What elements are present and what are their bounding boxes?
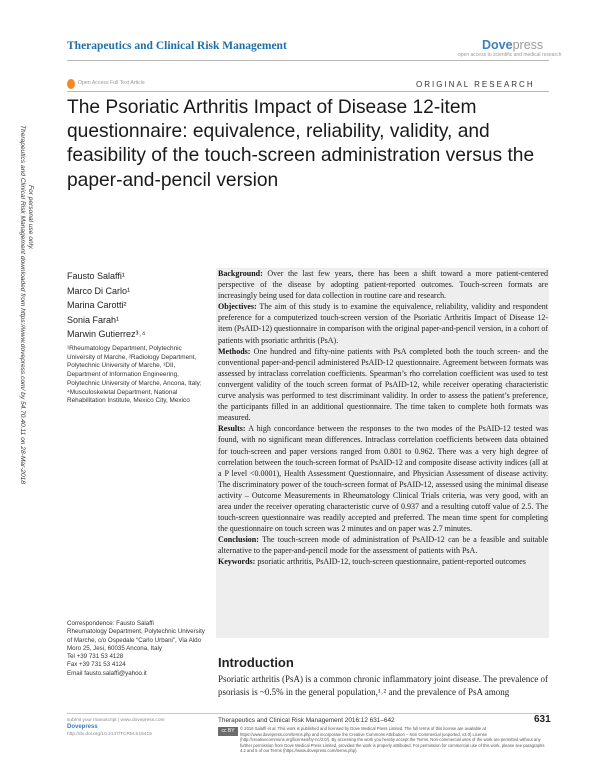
- author: Marco Di Carlo¹: [67, 285, 131, 296]
- introduction-text: Psoriatic arthritis (PsA) is a common chronic inflammatory joint disease. The prevalence of psoriasis is ~0.5% in the general population,¹˒² and the prevalence of PsA among: [218, 674, 548, 697]
- abstract-text: Over the last few years, there has been a shift toward a more patient-centered perspective of the disease by adopting patient-reported outcomes. Touch-screen formats are increasingly being used for data collection in routine care and research.: [218, 269, 549, 301]
- footer-rule: [67, 713, 549, 714]
- abstract-label: Conclusion:: [218, 535, 259, 545]
- abstract-objectives-section: [218, 301, 548, 345]
- brand-press: press: [512, 38, 544, 52]
- abstract-conclusion-section: [218, 534, 548, 556]
- dovepress-logo: [482, 38, 543, 52]
- article-title: The Psoriatic Arthritis Impact of Disease 12-item questionnaire: equivalence, reliability, validity, and feasibility of the touch-screen administration versus the paper-and-pencil version: [67, 97, 535, 191]
- journal-title: Therapeutics and Clinical Risk Management: [67, 40, 287, 52]
- abstract-text: One hundred and fifty-nine patients with PsA completed both the touch screen- and the conventional paper-and-pencil administered PsAID-12 questionnaire. Agreement between formats was assessed by intraclass correlation coefficients. Spearman’s rho correlation coefficient was used to test convergent validity of the touch screen format of PsAID-12, while receiver operating characteristic curve analysis was performed to test discriminant validity. In order to assess the patient’s preference, the participants filled in an additional questionnaire. The time taken to complete both formats was measured.: [218, 346, 548, 423]
- doi-link[interactable]: http://dx.doi.org/10.2147/TCRM.S15419: [67, 732, 152, 737]
- page-number: 631: [534, 714, 551, 725]
- abstract-text: The touch-screen mode of administration of PsAID-12 can be a feasible and suitable alternative to the paper-and-pencil mode for the assessment of patients with PsA.: [218, 535, 548, 556]
- author: Fausto Salaffi¹: [67, 271, 125, 281]
- download-note: Therapeutics and Clinical Risk Management downloaded from https://www.dovepress.com/ by 54.70.40.11 on 28-Mar-2018: [19, 125, 26, 484]
- abstract-label: Keywords:: [218, 557, 256, 567]
- journal-citation: Therapeutics and Clinical Risk Management 2016:12 631–642: [218, 717, 395, 724]
- affiliation-text: ¹Rheumatology Department, Polytechnic University of Marche, ²Radiology Department, Polytechnic University of Marche, ³DII, Department of Information Engineering, Polytechnic University of Marche, Ancona, Italy; ⁴Musculoskeletal Department, National Rehabilitation Institute, Mexico City, Mexico: [67, 345, 202, 405]
- author: Marina Carotti²: [67, 300, 127, 311]
- author: Sonia Farah¹: [67, 314, 120, 325]
- abstract-text: psoriatic arthritis, PsAID-12, touch-screen questionnaire, patient-reported outcomes: [257, 557, 526, 567]
- correspondence: [67, 620, 207, 678]
- abstract-label: Results:: [218, 424, 246, 434]
- introduction-heading: Introduction: [218, 655, 294, 670]
- submit-link[interactable]: submit your manuscript | www.dovepress.com: [67, 718, 165, 723]
- abstract-results-section: [218, 423, 548, 534]
- abstract-methods-section: [218, 346, 548, 424]
- personal-use-note: For personal use only.: [27, 185, 34, 250]
- correspondence-heading: Correspondence: Fausto Salaffi: [67, 620, 154, 627]
- abstract-keywords-section: [218, 556, 548, 567]
- correspondence-fax: Fax +39 731 53 4124: [67, 661, 126, 669]
- title-rule: [67, 91, 549, 92]
- author: Marwin Gutierrez³˒⁴: [67, 329, 146, 340]
- open-access-icon: [67, 79, 75, 89]
- abstract: [218, 268, 548, 568]
- abstract-label: Objectives:: [218, 302, 257, 312]
- header-rule: [67, 60, 549, 61]
- download-sidebar: [4, 125, 34, 535]
- section-label: ORIGINAL RESEARCH: [416, 80, 535, 89]
- correspondence-email[interactable]: Email fausto.salaffi@yahoo.it: [67, 669, 147, 677]
- affiliations: [67, 345, 207, 406]
- correspondence-address: Rheumatology Department, Polytechnic University of Marche, c/o Ospedale “Carlo Urbani”, Via Aldo Moro 25, Jesi, 60035 Ancona, Italy: [67, 628, 205, 652]
- abstract-text: The aim of this study is to examine the equivalence, reliability, validity and respondent preference for a computerized touch-screen version of the Psoriatic Arthritis Impact of Disease 12-item (PsAID-12) questionnaire in comparison with the original paper-and-pencil version, in a cohort of patients with psoriatic arthritis (PsA).: [218, 302, 548, 345]
- open-access-label: Open Access Full Text Article: [78, 80, 145, 86]
- correspondence-tel: Tel +39 731 53 4128: [67, 653, 124, 661]
- cc-license-icon: cc BY NC: [218, 727, 238, 736]
- brand-dove: Dove: [482, 38, 513, 52]
- dovepress-footer-logo: Dovepress: [67, 724, 98, 730]
- abstract-background-section: [218, 268, 548, 301]
- footer-left: [67, 717, 207, 738]
- abstract-label: Background:: [218, 269, 263, 278]
- abstract-text: A high concordance between the responses to the two modes of the PsAID-12 tested was found, with no significant mean differences. Intraclass correlation coefficients between data obtained for touch-screen and paper versions ranged from 0.801 to 0.962. There was a very high degree of correlation between the touch-screen format of PsAID-12 and composite disease activity indices (all at a P level <0.0001), Health Assessment Questionnaire, and Physician Assessment of disease activity. The discriminatory power of the touch-screen format of PsAID-12, assessed using the minimal disease activity – Outcome Measurements in Rheumatology Clinical Trials criteria, was very good, with an area under the receiver operating characteristic curve of 0.937 and a resulting cutoff value of 2.5. The touch-screen questionnaire was readily accepted and preferred. The mean time spent for completing the questionnaire on touch screen was 2 minutes and on paper was 2.7 minutes.: [218, 424, 549, 534]
- license-text: © 2016 Salaffi et al. This work is published and licensed by Dove Medical Press Limited. The full terms of this license are available at https://www.dovepress.com/terms.php and incorporate the Creative Commons Attribution – Non Commercial (unported, v3.0) License (http://creativecommons.org/licenses/by-nc/3.0/). By accessing the work you hereby accept the Terms. Non-commercial uses of the work are permitted without any further permission from Dove Medical Press Limited, provided the work is properly attributed. For permission for commercial use of this work, please see paragraphs 4.2 and 5 of our Terms (https://www.dovepress.com/terms.php).: [240, 726, 545, 754]
- author-list: [67, 269, 145, 342]
- abstract-label: Methods:: [218, 346, 251, 356]
- tagline: open access to scientific and medical research: [458, 52, 562, 58]
